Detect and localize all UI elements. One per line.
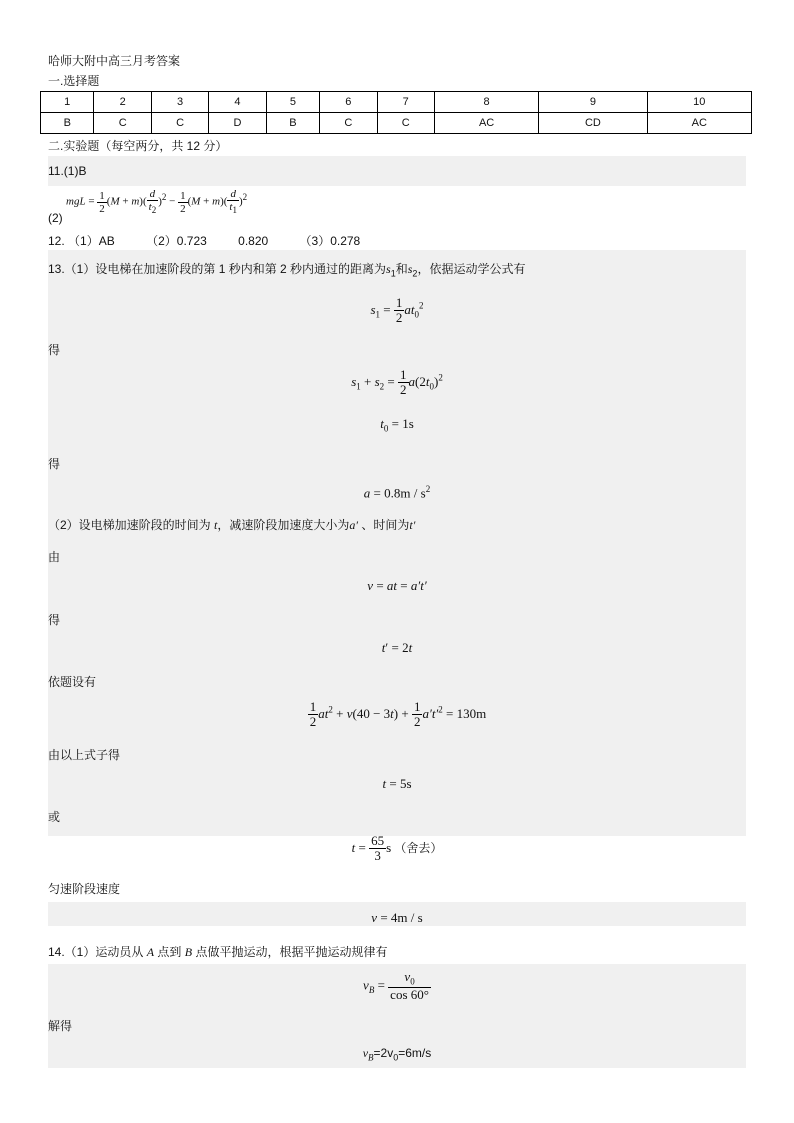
section1-heading: 一.选择题 [48,74,100,88]
answer-table [40,91,752,134]
q14-cos: cos 60° [390,987,429,1003]
table-cell: 2 [94,92,151,113]
q14-result-a: =2v [373,1046,394,1060]
q11-part1: 11.(1)B [48,164,87,178]
table-cell: 1 [41,92,94,113]
highlight-band [48,156,746,186]
q13-frac-den: 3 [374,848,381,864]
table-cell: 9 [539,92,647,113]
table-cell: AC [647,113,751,134]
q12-line [48,232,360,249]
table-cell: 3 [151,92,208,113]
table-cell: AC [434,113,538,134]
q13-intro-and: 和 [395,262,408,276]
q14-jiede: 解得 [48,1019,73,1033]
q13-from-above: 由以上式子得 [48,748,121,762]
q13-yiti: 依题设有 [48,675,97,689]
q14-eq1: $v_B$ = $\frac{v_0}{\cos 60^\circ}$ [363,969,429,1003]
q13-huo: 或 [48,810,61,824]
q13-part2-mid: ，减速阶段加速度大小为 [217,518,350,532]
table-cell: 6 [320,92,377,113]
q13-part2-tail: 、时间为 [358,518,410,532]
table-cell: 4 [209,92,266,113]
q13-discard: （舍去） [394,840,443,855]
q12-value2a: 0.723 [176,234,207,248]
q13-part2: （2）设电梯加速阶段的时间为 t，减速阶段加速度大小为a′ 、时间为t′ [48,518,416,532]
table-cell: C [94,113,151,134]
q13-uniform-speed: 匀速阶段速度 [48,882,121,896]
table-cell: 10 [647,92,751,113]
q11-equation: mgL = $\frac{1}{2}$ (M + m)( $\frac{d}{t_2}$ )$^2$ − $\frac{1}{2}$ (M + m)( $\frac{d}{t_1}$ )$^2$ [66,188,248,216]
section2-heading: 二.实验题（每空两分，共 12 分） [48,139,228,153]
table-cell: CD [539,113,647,134]
table-cell: C [377,113,434,134]
q11-part2-label: (2) [48,211,63,225]
q12-value2b: 0.820 [238,234,269,248]
table-cell: D [209,113,266,134]
q14-intro-text: 14.（1）运动员从 [48,945,144,959]
table-row-numbers [41,92,752,113]
q13-you: 由 [48,550,61,564]
highlight-band [48,250,746,836]
q13-intro-text: 13.（1）设电梯在加速阶段的第 1 秒内和第 2 秒内通过的距离为 [48,262,387,276]
q13-part2-text: （2）设电梯加速阶段的时间为 [48,518,211,532]
document-title: 哈师大附中高三月考答案 [48,54,181,68]
q12-number: 12. [48,234,65,248]
q14-intro: 14.（1）运动员从 A 点到 B 点做平抛运动，根据平抛运动规律有 [48,945,388,959]
q13-eq7: $\frac{1}{2}$ $at^2 + v(40 - 3t)$ + $\frac{1}{2}$ $a't'^2 = 130m$ [309,699,487,730]
q13-eq3: $t_0 = 1s$ [380,416,414,434]
q13-de3: 得 [48,613,61,627]
q13-eq10: v = 4m / s [371,910,423,925]
q13-t0-value: 1s [402,416,414,431]
table-cell: B [266,113,319,134]
q12-label1: （1） [68,234,99,248]
q12-label2: （2） [146,234,177,248]
table-row-answers [41,113,752,134]
q13-total-distance: 130m [456,705,487,721]
q13-t-value: 5s [399,776,412,791]
table-cell: 8 [434,92,538,113]
q13-eq9: t = $\frac{65}{3}$ s （舍去） [351,833,443,864]
q14-result-b: =6m/s [398,1046,432,1060]
q12-label3: （3） [299,234,331,248]
table-cell: 7 [377,92,434,113]
q14-intro-tail: 点做平抛运动，根据平抛运动规律有 [195,945,388,959]
q13-eq6: t′ = 2t [381,640,413,655]
q14-eq2: $v_B=2v_0=6m/s$ [362,1046,432,1063]
q13-de1: 得 [48,343,61,357]
q13-intro: 13.（1）设电梯在加速阶段的第 1 秒内和第 2 秒内通过的距离为$s_1$和$s_2$，依据运动学公式有 [48,262,526,279]
q12-value1: AB [98,234,115,248]
q13-eq8: t = 5s [382,776,412,791]
q13-eq5: v = at = a′t′ [367,578,427,593]
table-cell: 5 [266,92,319,113]
q13-v-value: 4m / s [390,910,423,925]
q13-eq4: $a = 0.8m / s^2$ [363,484,431,501]
q13-intro-tail: ，依据运动学公式有 [417,262,526,276]
q13-eq1: $s_1$ = $\frac{1}{2}$ $at_0^2$ [370,295,424,326]
q13-de2: 得 [48,457,61,471]
table-cell: C [151,113,208,134]
table-cell: B [41,113,94,134]
q12-value3: 0.278 [330,234,361,248]
q13-eq2: $s_1 + s_2$ = $\frac{1}{2}$ $a(2t_0)^2$ [351,367,443,398]
q13-frac-num: 65 [371,833,385,848]
q13-a-value: 0.8m / s [384,485,426,501]
table-cell: C [320,113,377,134]
q14-intro-mid: 点到 [157,945,182,959]
